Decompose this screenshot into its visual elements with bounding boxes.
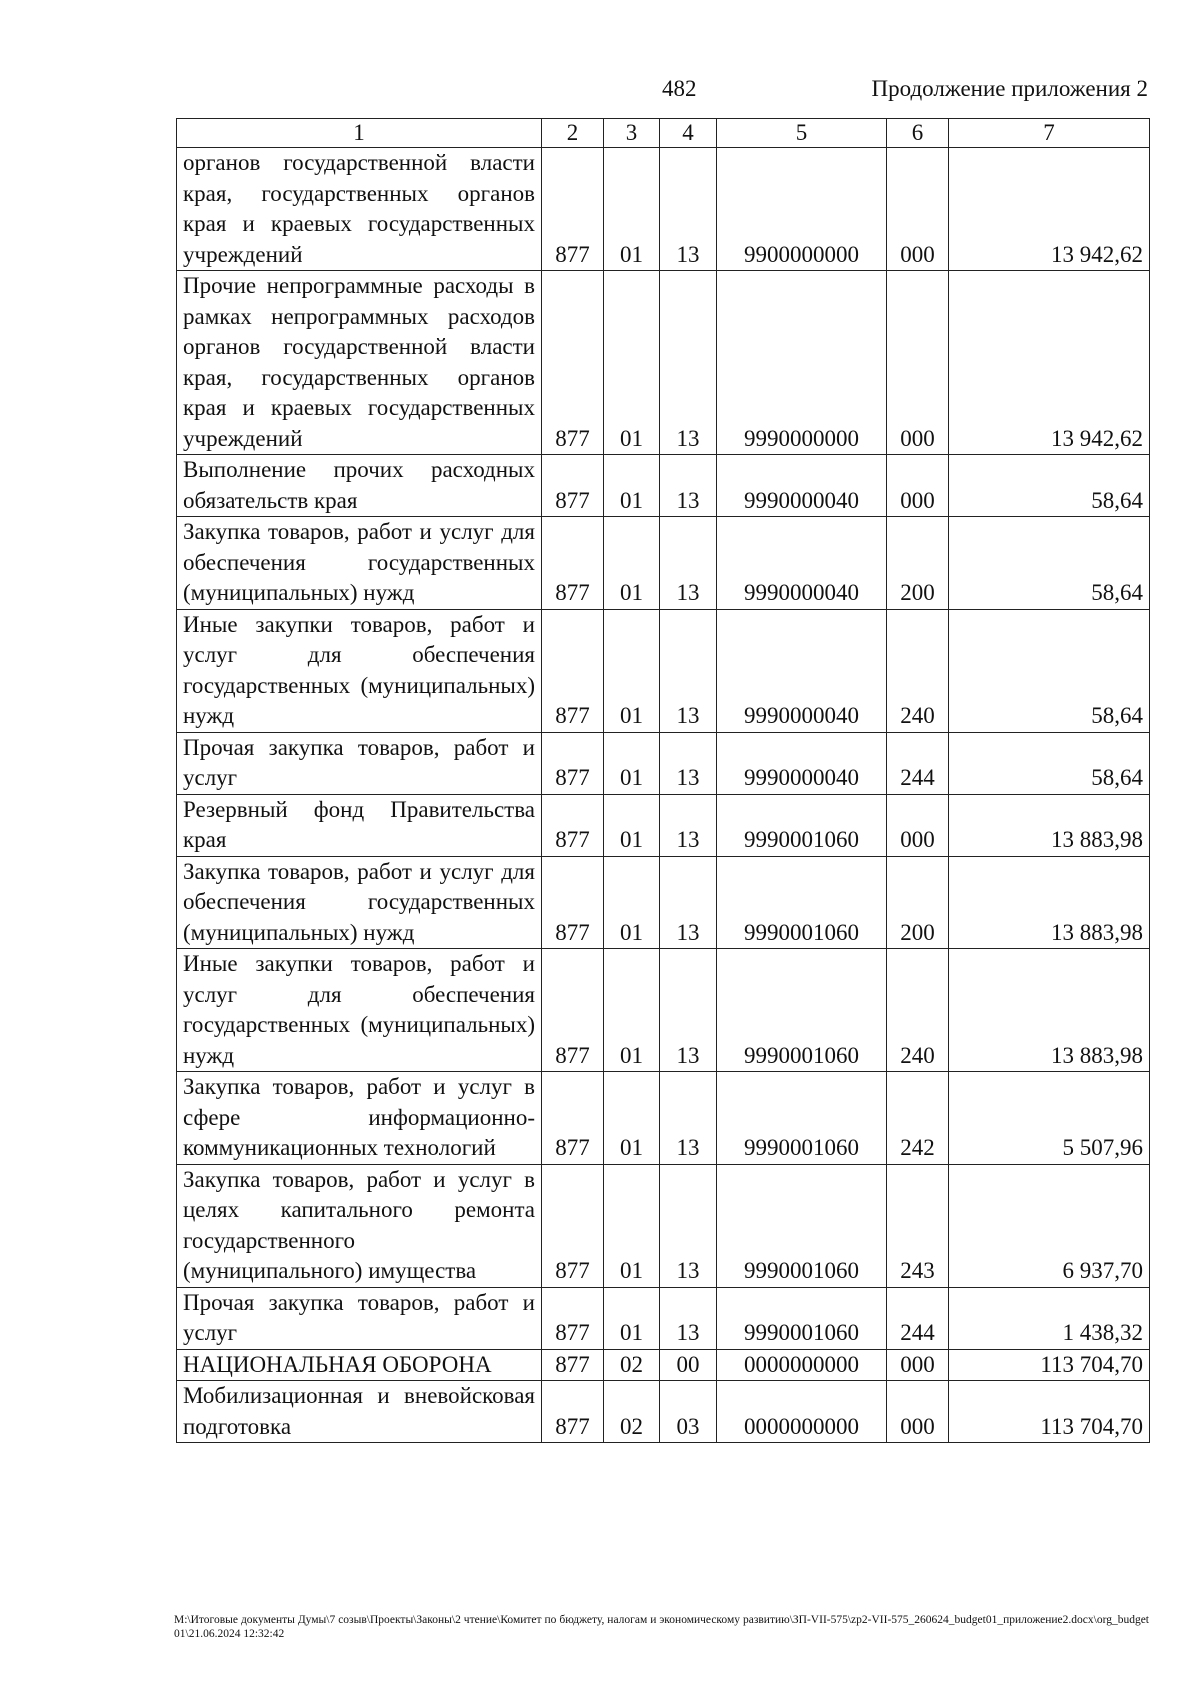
code-cell: 01 <box>604 732 660 794</box>
code-cell: 13 <box>660 1164 717 1287</box>
code-cell: 243 <box>887 1164 949 1287</box>
code-cell: 01 <box>604 856 660 949</box>
code-cell: 01 <box>604 794 660 856</box>
code-cell: 877 <box>542 794 604 856</box>
code-cell: 13 <box>660 794 717 856</box>
expense-name-cell: Иные закупки товаров, работ и услуг для обеспечения государственных (муниципальных) нужд <box>177 949 542 1072</box>
column-header: 7 <box>949 119 1150 148</box>
code-cell: 242 <box>887 1072 949 1165</box>
amount-cell: 58,64 <box>949 609 1150 732</box>
column-header: 1 <box>177 119 542 148</box>
code-cell: 877 <box>542 517 604 610</box>
amount-cell: 58,64 <box>949 517 1150 610</box>
code-cell: 01 <box>604 271 660 455</box>
code-cell: 000 <box>887 148 949 271</box>
code-cell: 200 <box>887 517 949 610</box>
table-row <box>177 732 1150 794</box>
code-cell: 244 <box>887 1287 949 1349</box>
table-row <box>177 1349 1150 1381</box>
column-header: 4 <box>660 119 717 148</box>
code-cell: 000 <box>887 1349 949 1381</box>
code-cell: 02 <box>604 1349 660 1381</box>
code-cell: 9990001060 <box>717 1164 887 1287</box>
code-cell: 877 <box>542 148 604 271</box>
expense-name-cell: Закупка товаров, работ и услуг в сфере информационно-коммуникационных технологий <box>177 1072 542 1165</box>
code-cell: 13 <box>660 148 717 271</box>
code-cell: 000 <box>887 1381 949 1443</box>
expense-name-cell: Закупка товаров, работ и услуг для обеспечения государственных (муниципальных) нужд <box>177 856 542 949</box>
code-cell: 240 <box>887 609 949 732</box>
code-cell: 9990001060 <box>717 1287 887 1349</box>
expense-name-cell: органов государственной власти края, государственных органов края и краевых государственных учреждений <box>177 148 542 271</box>
code-cell: 877 <box>542 1349 604 1381</box>
code-cell: 877 <box>542 856 604 949</box>
budget-table <box>176 118 1150 1443</box>
code-cell: 13 <box>660 1287 717 1349</box>
code-cell: 13 <box>660 517 717 610</box>
code-cell: 9990001060 <box>717 794 887 856</box>
code-cell: 01 <box>604 455 660 517</box>
column-header: 5 <box>717 119 887 148</box>
table-row <box>177 1164 1150 1287</box>
code-cell: 9990000040 <box>717 517 887 610</box>
code-cell: 9990001060 <box>717 1072 887 1165</box>
code-cell: 200 <box>887 856 949 949</box>
code-cell: 9900000000 <box>717 148 887 271</box>
code-cell: 13 <box>660 455 717 517</box>
code-cell: 9990000000 <box>717 271 887 455</box>
amount-cell: 5 507,96 <box>949 1072 1150 1165</box>
table-row <box>177 1287 1150 1349</box>
code-cell: 877 <box>542 1164 604 1287</box>
code-cell: 01 <box>604 609 660 732</box>
code-cell: 877 <box>542 609 604 732</box>
code-cell: 877 <box>542 1381 604 1443</box>
code-cell: 9990000040 <box>717 455 887 517</box>
expense-name-cell: Резервный фонд Правительства края <box>177 794 542 856</box>
code-cell: 877 <box>542 455 604 517</box>
expense-name-cell: Прочая закупка товаров, работ и услуг <box>177 732 542 794</box>
column-header: 3 <box>604 119 660 148</box>
code-cell: 000 <box>887 455 949 517</box>
expense-name-cell: Прочие непрограммные расходы в рамках непрограммных расходов органов государственной власти края, государственных органов края и краевых государственных учреждений <box>177 271 542 455</box>
amount-cell: 13 883,98 <box>949 949 1150 1072</box>
amount-cell: 13 942,62 <box>949 148 1150 271</box>
code-cell: 13 <box>660 609 717 732</box>
code-cell: 03 <box>660 1381 717 1443</box>
expense-name-cell: Прочая закупка товаров, работ и услуг <box>177 1287 542 1349</box>
code-cell: 9990000040 <box>717 732 887 794</box>
code-cell: 01 <box>604 1072 660 1165</box>
expense-name-cell: Выполнение прочих расходных обязательств края <box>177 455 542 517</box>
code-cell: 877 <box>542 949 604 1072</box>
code-cell: 877 <box>542 271 604 455</box>
code-cell: 00 <box>660 1349 717 1381</box>
code-cell: 877 <box>542 1287 604 1349</box>
code-cell: 9990001060 <box>717 856 887 949</box>
amount-cell: 1 438,32 <box>949 1287 1150 1349</box>
expense-name-cell: НАЦИОНАЛЬНАЯ ОБОРОНА <box>177 1349 542 1381</box>
page-number: 482 <box>662 76 697 101</box>
amount-cell: 58,64 <box>949 455 1150 517</box>
code-cell: 01 <box>604 1164 660 1287</box>
continuation-title: Продолжение приложения 2 <box>871 76 1148 101</box>
code-cell: 240 <box>887 949 949 1072</box>
code-cell: 9990001060 <box>717 949 887 1072</box>
expense-name-cell: Закупка товаров, работ и услуг для обеспечения государственных (муниципальных) нужд <box>177 517 542 610</box>
amount-cell: 13 883,98 <box>949 856 1150 949</box>
amount-cell: 58,64 <box>949 732 1150 794</box>
amount-cell: 6 937,70 <box>949 1164 1150 1287</box>
code-cell: 9990000040 <box>717 609 887 732</box>
code-cell: 13 <box>660 949 717 1072</box>
code-cell: 0000000000 <box>717 1349 887 1381</box>
expense-name-cell: Закупка товаров, работ и услуг в целях капитального ремонта государственного (муниципального) имущества <box>177 1164 542 1287</box>
table-row <box>177 794 1150 856</box>
code-cell: 01 <box>604 148 660 271</box>
table-row <box>177 271 1150 455</box>
expense-name-cell: Иные закупки товаров, работ и услуг для обеспечения государственных (муниципальных) нужд <box>177 609 542 732</box>
code-cell: 000 <box>887 794 949 856</box>
table-row <box>177 609 1150 732</box>
table-row <box>177 1381 1150 1443</box>
amount-cell: 113 704,70 <box>949 1381 1150 1443</box>
code-cell: 01 <box>604 517 660 610</box>
code-cell: 01 <box>604 1287 660 1349</box>
code-cell: 244 <box>887 732 949 794</box>
code-cell: 13 <box>660 732 717 794</box>
column-header: 6 <box>887 119 949 148</box>
code-cell: 877 <box>542 732 604 794</box>
amount-cell: 113 704,70 <box>949 1349 1150 1381</box>
code-cell: 02 <box>604 1381 660 1443</box>
amount-cell: 13 883,98 <box>949 794 1150 856</box>
code-cell: 13 <box>660 1072 717 1165</box>
expense-name-cell: Мобилизационная и вневойсковая подготовка <box>177 1381 542 1443</box>
table-row <box>177 1072 1150 1165</box>
code-cell: 13 <box>660 856 717 949</box>
amount-cell: 13 942,62 <box>949 271 1150 455</box>
document-file-path: M:\Итоговые документы Думы\7 созыв\Проекты\Законы\2 чтение\Комитет по бюджету, налогам и экономическому развитию\ЗП-VII-575\zp2-VII-575_260624_budget01_приложение2.docx\org_budget01\21.06.2024 12:32:42 <box>174 1614 1149 1640</box>
column-header-row <box>177 119 1150 148</box>
table-row <box>177 517 1150 610</box>
code-cell: 000 <box>887 271 949 455</box>
table-row <box>177 455 1150 517</box>
code-cell: 13 <box>660 271 717 455</box>
table-row <box>177 949 1150 1072</box>
table-row <box>177 148 1150 271</box>
code-cell: 0000000000 <box>717 1381 887 1443</box>
table-row <box>177 856 1150 949</box>
column-header: 2 <box>542 119 604 148</box>
code-cell: 877 <box>542 1072 604 1165</box>
code-cell: 01 <box>604 949 660 1072</box>
